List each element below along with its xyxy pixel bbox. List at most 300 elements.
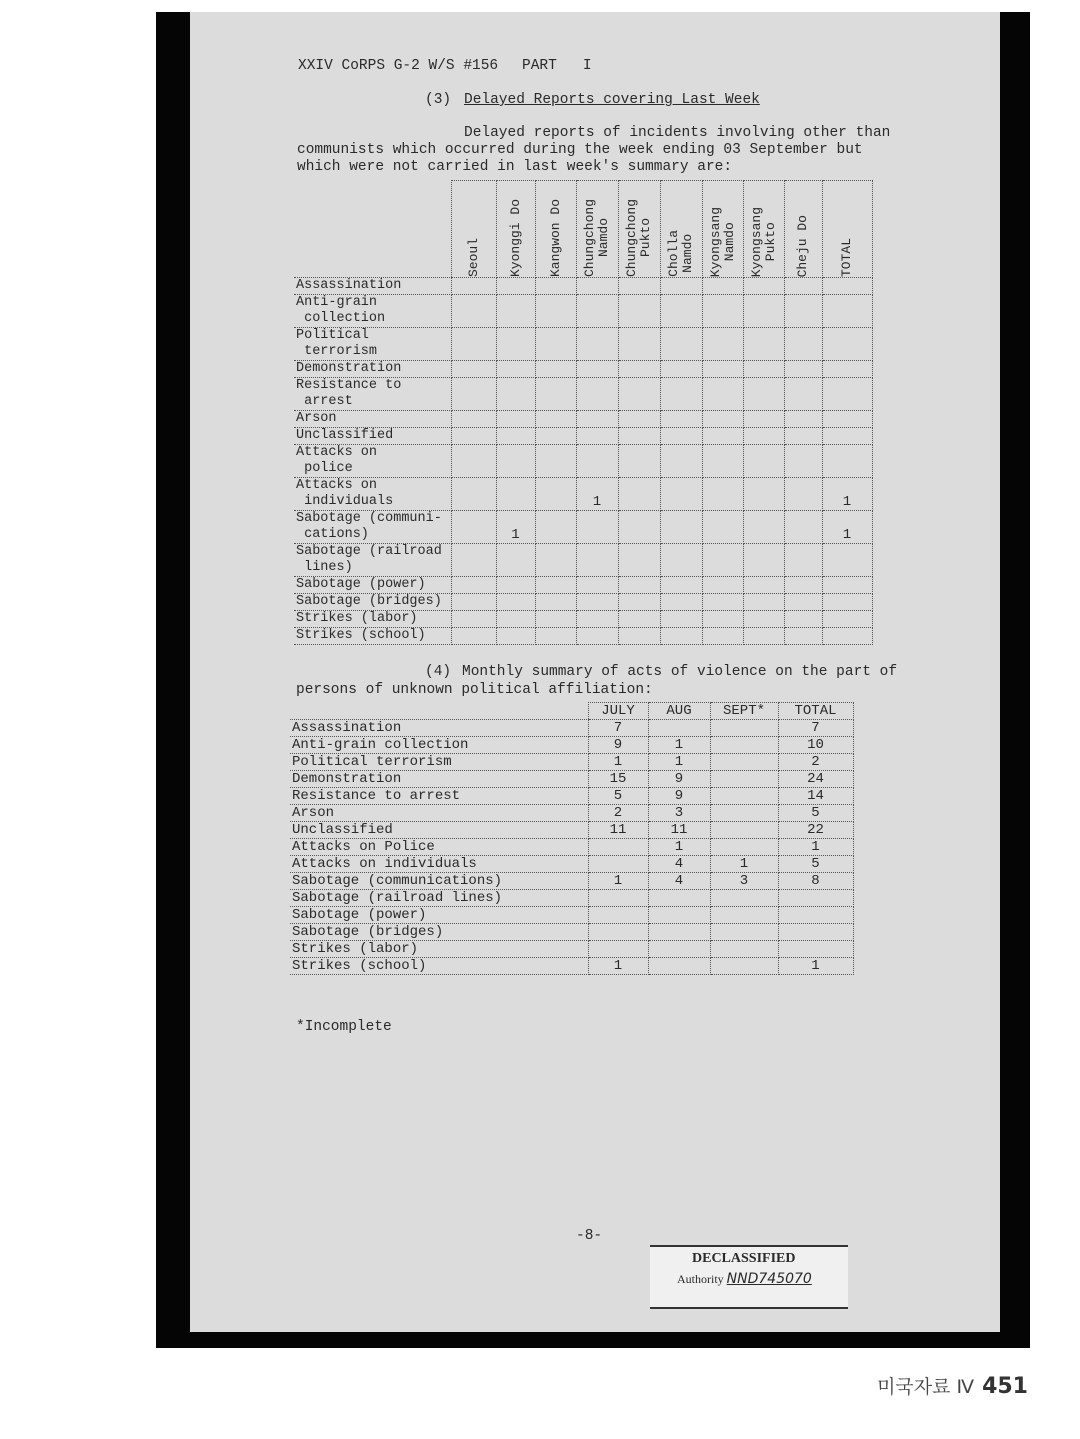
- table-cell: [451, 511, 496, 544]
- table-cell: [496, 445, 535, 478]
- table-cell: [535, 428, 576, 445]
- table-cell: [660, 361, 702, 378]
- table-cell: [743, 511, 784, 544]
- table-cell: [618, 577, 660, 594]
- table-cell: [451, 478, 496, 511]
- table-row: [294, 478, 872, 511]
- table-cell: 7: [588, 720, 648, 737]
- column-header: [576, 181, 618, 278]
- row-label: Political terrorism: [294, 328, 451, 361]
- table-cell: [710, 805, 778, 822]
- table-cell: [496, 628, 535, 645]
- table-cell: [496, 278, 535, 295]
- table-cell: [576, 378, 618, 411]
- table-cell: [648, 890, 710, 907]
- stamp-authority-label: Authority: [677, 1272, 724, 1286]
- table-cell: [710, 958, 778, 975]
- row-label: Arson: [290, 805, 588, 822]
- table-row: [290, 788, 853, 805]
- row-label: Sabotage (bridges): [290, 924, 588, 941]
- table-cell: [702, 594, 743, 611]
- section-3-intro: which were not carried in last week's summary are:: [297, 159, 733, 175]
- table-cell: [588, 856, 648, 873]
- table-cell: [576, 511, 618, 544]
- table-cell: [660, 611, 702, 628]
- table-cell: [660, 378, 702, 411]
- table-cell: [618, 511, 660, 544]
- table-cell: [451, 594, 496, 611]
- table-cell: 3: [648, 805, 710, 822]
- table-cell: [535, 611, 576, 628]
- stamp-title: DECLASSIFIED: [692, 1251, 796, 1266]
- table-cell: 1: [822, 511, 872, 544]
- column-header: [822, 181, 872, 278]
- table-cell: [778, 941, 853, 958]
- table-cell: [618, 295, 660, 328]
- table-cell: [588, 839, 648, 856]
- table-row: [290, 822, 853, 839]
- column-header: [535, 181, 576, 278]
- table-cell: [660, 445, 702, 478]
- table-cell: [535, 361, 576, 378]
- table-row: [294, 594, 872, 611]
- row-label: Sabotage (railroad lines): [290, 890, 588, 907]
- table-row: [294, 577, 872, 594]
- table-cell: [660, 411, 702, 428]
- table-cell: [648, 924, 710, 941]
- table-cell: [710, 788, 778, 805]
- column-header: [660, 181, 702, 278]
- table-cell: [784, 378, 822, 411]
- table-cell: [618, 611, 660, 628]
- column-header: TOTAL: [778, 703, 853, 720]
- table-cell: [822, 328, 872, 361]
- table-cell: [822, 361, 872, 378]
- table-cell: 5: [778, 856, 853, 873]
- table-row: [294, 544, 872, 577]
- table-cell: [743, 378, 784, 411]
- table-cell: 8: [778, 873, 853, 890]
- column-header-label: Chungchong Pukto: [624, 198, 653, 277]
- table-cell: [702, 445, 743, 478]
- table-cell: [710, 754, 778, 771]
- column-header-label: Kyonggi Do: [507, 198, 523, 277]
- table-cell: [535, 544, 576, 577]
- table-cell: [496, 577, 535, 594]
- table-cell: [743, 278, 784, 295]
- monthly-summary-table: [290, 702, 854, 975]
- table-row: [290, 924, 853, 941]
- table-cell: 14: [778, 788, 853, 805]
- table-row: [290, 839, 853, 856]
- table-cell: 1: [576, 478, 618, 511]
- row-label: Attacks on police: [294, 445, 451, 478]
- table-cell: [702, 577, 743, 594]
- table-cell: [743, 577, 784, 594]
- table-cell: [496, 428, 535, 445]
- table-row: [290, 958, 853, 975]
- table-cell: [576, 577, 618, 594]
- column-header-label: Seoul: [465, 237, 481, 277]
- table-cell: [822, 411, 872, 428]
- table-cell: 10: [778, 737, 853, 754]
- table-cell: [451, 628, 496, 645]
- section-4-intro: Monthly summary of acts of violence on the part of: [462, 664, 898, 680]
- table-cell: 22: [778, 822, 853, 839]
- table-row: [290, 856, 853, 873]
- table-row: [294, 428, 872, 445]
- row-label: Resistance to arrest: [294, 378, 451, 411]
- table-cell: [702, 278, 743, 295]
- row-label: Anti-grain collection: [290, 737, 588, 754]
- table-cell: [535, 411, 576, 428]
- table-cell: [784, 611, 822, 628]
- table-cell: [784, 428, 822, 445]
- column-header-label: Cholla Namdo: [666, 230, 695, 277]
- row-label: Unclassified: [290, 822, 588, 839]
- table-cell: [588, 890, 648, 907]
- table-cell: 4: [648, 856, 710, 873]
- table-row: [294, 361, 872, 378]
- table-cell: 1: [648, 839, 710, 856]
- table-cell: [710, 890, 778, 907]
- table-cell: [822, 611, 872, 628]
- table-cell: [710, 737, 778, 754]
- table-cell: [822, 278, 872, 295]
- table-cell: 24: [778, 771, 853, 788]
- table-cell: [451, 611, 496, 628]
- table-cell: [535, 594, 576, 611]
- table-cell: [660, 594, 702, 611]
- column-header-label: Kangwon Do: [547, 198, 563, 277]
- table-cell: 7: [778, 720, 853, 737]
- table-cell: [535, 445, 576, 478]
- table-cell: [660, 628, 702, 645]
- table-cell: [618, 594, 660, 611]
- table-cell: [743, 445, 784, 478]
- table-cell: [784, 511, 822, 544]
- table-cell: [618, 544, 660, 577]
- row-label: Anti-grain collection: [294, 295, 451, 328]
- table-cell: [743, 295, 784, 328]
- table-cell: [710, 720, 778, 737]
- footnote: *Incomplete: [296, 1019, 392, 1035]
- row-label: Assassination: [290, 720, 588, 737]
- table-cell: [822, 428, 872, 445]
- column-header: [496, 181, 535, 278]
- table-cell: [496, 478, 535, 511]
- row-label: Attacks on Police: [290, 839, 588, 856]
- table-cell: [710, 924, 778, 941]
- column-header-label: TOTAL: [839, 237, 854, 277]
- table-cell: [784, 295, 822, 328]
- section-3-intro: Delayed reports of incidents involving other than: [464, 125, 891, 141]
- book-page-number: 451: [982, 1374, 1028, 1399]
- table-cell: [576, 361, 618, 378]
- declassified-stamp: [650, 1245, 848, 1309]
- table-cell: [743, 411, 784, 428]
- table-cell: [576, 411, 618, 428]
- table-cell: [784, 594, 822, 611]
- table-cell: [822, 628, 872, 645]
- row-label: Strikes (school): [290, 958, 588, 975]
- table-cell: [702, 611, 743, 628]
- table-cell: [822, 577, 872, 594]
- table-cell: [784, 411, 822, 428]
- table-cell: [535, 577, 576, 594]
- column-header: [702, 181, 743, 278]
- section-3-number: (3): [425, 92, 452, 108]
- table-cell: 9: [648, 788, 710, 805]
- table-cell: [710, 822, 778, 839]
- row-label: Strikes (school): [294, 628, 451, 645]
- table-cell: 4: [648, 873, 710, 890]
- table-cell: 1: [778, 839, 853, 856]
- table-cell: 1: [588, 754, 648, 771]
- table-row: [290, 805, 853, 822]
- table-cell: [822, 594, 872, 611]
- table-cell: [660, 511, 702, 544]
- table-cell: [660, 577, 702, 594]
- table-cell: 11: [648, 822, 710, 839]
- table-cell: 5: [778, 805, 853, 822]
- table-cell: [822, 544, 872, 577]
- table-cell: [784, 445, 822, 478]
- table-cell: [588, 907, 648, 924]
- table-cell: [778, 924, 853, 941]
- row-label: Attacks on individuals: [294, 478, 451, 511]
- table-cell: [822, 445, 872, 478]
- column-header-label: Kyongsang Pukto: [748, 206, 778, 277]
- table-cell: [784, 361, 822, 378]
- table-cell: [535, 295, 576, 328]
- table-cell: 9: [588, 737, 648, 754]
- table-cell: [576, 428, 618, 445]
- table-row: [294, 278, 872, 295]
- table-cell: 1: [648, 754, 710, 771]
- delayed-reports-table: [294, 180, 873, 645]
- table-cell: [702, 361, 743, 378]
- table-cell: [576, 594, 618, 611]
- table-cell: [535, 478, 576, 511]
- table-row: [294, 628, 872, 645]
- section-3-intro: communists which occurred during the week ending 03 September but: [297, 142, 863, 158]
- row-label: Sabotage (power): [294, 577, 451, 594]
- table-cell: [576, 611, 618, 628]
- table-cell: 1: [822, 478, 872, 511]
- column-header: [784, 181, 822, 278]
- table-cell: [618, 628, 660, 645]
- table-cell: 11: [588, 822, 648, 839]
- table-cell: 1: [588, 873, 648, 890]
- table-cell: [535, 511, 576, 544]
- table-cell: [496, 411, 535, 428]
- table-row: [290, 737, 853, 754]
- table-cell: [576, 295, 618, 328]
- table-cell: [743, 478, 784, 511]
- stamp-authority-value: NND745070: [726, 1271, 812, 1287]
- row-label: Sabotage (communi- cations): [294, 511, 451, 544]
- table-cell: 1: [778, 958, 853, 975]
- row-label: Political terrorism: [290, 754, 588, 771]
- section-4-intro: persons of unknown political affiliation:: [296, 682, 653, 698]
- table-cell: [576, 544, 618, 577]
- column-header-label: Cheju Do: [795, 214, 810, 277]
- table-cell: [710, 839, 778, 856]
- table-cell: [496, 328, 535, 361]
- table-cell: [618, 328, 660, 361]
- table-cell: [648, 907, 710, 924]
- table-cell: [702, 295, 743, 328]
- table-cell: 1: [496, 511, 535, 544]
- table-cell: [743, 328, 784, 361]
- table-cell: [451, 361, 496, 378]
- table-row: [290, 941, 853, 958]
- column-header: [451, 181, 496, 278]
- table-cell: [660, 328, 702, 361]
- document-header: XXIV CoRPS G-2 W/S #156: [298, 58, 499, 74]
- table-row: [290, 907, 853, 924]
- column-header: [618, 181, 660, 278]
- section-3-heading: Delayed Reports covering Last Week: [464, 92, 760, 108]
- section-4-number: (4): [425, 664, 452, 680]
- table-cell: [618, 428, 660, 445]
- table-cell: [451, 295, 496, 328]
- column-header: [743, 181, 784, 278]
- table-cell: [784, 478, 822, 511]
- table-row: [290, 771, 853, 788]
- table-cell: [660, 428, 702, 445]
- table-cell: [778, 907, 853, 924]
- table-row: [294, 295, 872, 328]
- book-footer: [877, 1372, 1028, 1399]
- table-cell: [451, 328, 496, 361]
- table-cell: [535, 378, 576, 411]
- table-cell: [496, 611, 535, 628]
- table-cell: [784, 544, 822, 577]
- table-cell: [702, 544, 743, 577]
- table-cell: [618, 278, 660, 295]
- row-label: Attacks on individuals: [290, 856, 588, 873]
- row-label: Sabotage (bridges): [294, 594, 451, 611]
- table-cell: [702, 511, 743, 544]
- table-cell: [576, 628, 618, 645]
- row-label: Sabotage (power): [290, 907, 588, 924]
- table-row: [290, 873, 853, 890]
- table-cell: [660, 278, 702, 295]
- column-header: AUG: [648, 703, 710, 720]
- table-cell: [451, 278, 496, 295]
- table-cell: [743, 611, 784, 628]
- table-cell: [588, 941, 648, 958]
- table-cell: [618, 411, 660, 428]
- table-cell: 1: [588, 958, 648, 975]
- table-cell: [618, 445, 660, 478]
- table-cell: [660, 544, 702, 577]
- column-header-label: Chungchong Namdo: [582, 198, 611, 277]
- book-title: 미국자료 Ⅳ: [877, 1376, 975, 1398]
- table-cell: [648, 720, 710, 737]
- table-cell: [778, 890, 853, 907]
- table-cell: [743, 628, 784, 645]
- table-cell: 9: [648, 771, 710, 788]
- table-cell: [618, 478, 660, 511]
- table-cell: [702, 628, 743, 645]
- table-row: [290, 720, 853, 737]
- table-row: [294, 328, 872, 361]
- part-label: PART I: [522, 58, 592, 74]
- column-header: JULY: [588, 703, 648, 720]
- table-cell: 2: [588, 805, 648, 822]
- table-cell: [496, 594, 535, 611]
- table-cell: [743, 361, 784, 378]
- table-row: [294, 611, 872, 628]
- table-cell: [743, 594, 784, 611]
- table-row: [294, 378, 872, 411]
- row-label: Strikes (labor): [294, 611, 451, 628]
- table-cell: [451, 378, 496, 411]
- table-cell: [576, 445, 618, 478]
- table-cell: [618, 378, 660, 411]
- table-cell: [576, 328, 618, 361]
- table-cell: [496, 378, 535, 411]
- row-label: Arson: [294, 411, 451, 428]
- table-cell: [743, 544, 784, 577]
- table-cell: [784, 628, 822, 645]
- table-row: [290, 890, 853, 907]
- table-cell: [822, 295, 872, 328]
- row-label: Strikes (labor): [290, 941, 588, 958]
- table-cell: 1: [710, 856, 778, 873]
- table-row: [294, 445, 872, 478]
- table-cell: [648, 941, 710, 958]
- row-label: Demonstration: [294, 361, 451, 378]
- row-label: Resistance to arrest: [290, 788, 588, 805]
- table-cell: [660, 478, 702, 511]
- table-cell: [702, 428, 743, 445]
- table-cell: [451, 445, 496, 478]
- table-cell: [496, 361, 535, 378]
- table-cell: [535, 328, 576, 361]
- table-cell: [451, 544, 496, 577]
- table-cell: 5: [588, 788, 648, 805]
- table-cell: [702, 378, 743, 411]
- row-label: Assassination: [294, 278, 451, 295]
- table-cell: [660, 295, 702, 328]
- table-row: [294, 511, 872, 544]
- table-cell: 1: [648, 737, 710, 754]
- table-cell: [784, 577, 822, 594]
- table-row: [294, 411, 872, 428]
- table-cell: [451, 428, 496, 445]
- table-cell: [702, 478, 743, 511]
- table-cell: [588, 924, 648, 941]
- table-cell: [702, 411, 743, 428]
- table-cell: [784, 278, 822, 295]
- table-cell: 2: [778, 754, 853, 771]
- table-cell: [784, 328, 822, 361]
- row-label: Sabotage (communications): [290, 873, 588, 890]
- table-row: [290, 754, 853, 771]
- table-cell: [710, 907, 778, 924]
- table-cell: [451, 411, 496, 428]
- table-cell: [576, 278, 618, 295]
- row-label: Unclassified: [294, 428, 451, 445]
- column-header-label: Kyongsang Namdo: [707, 206, 737, 277]
- page-number: -8-: [576, 1228, 603, 1244]
- table-cell: [710, 771, 778, 788]
- table-cell: [535, 628, 576, 645]
